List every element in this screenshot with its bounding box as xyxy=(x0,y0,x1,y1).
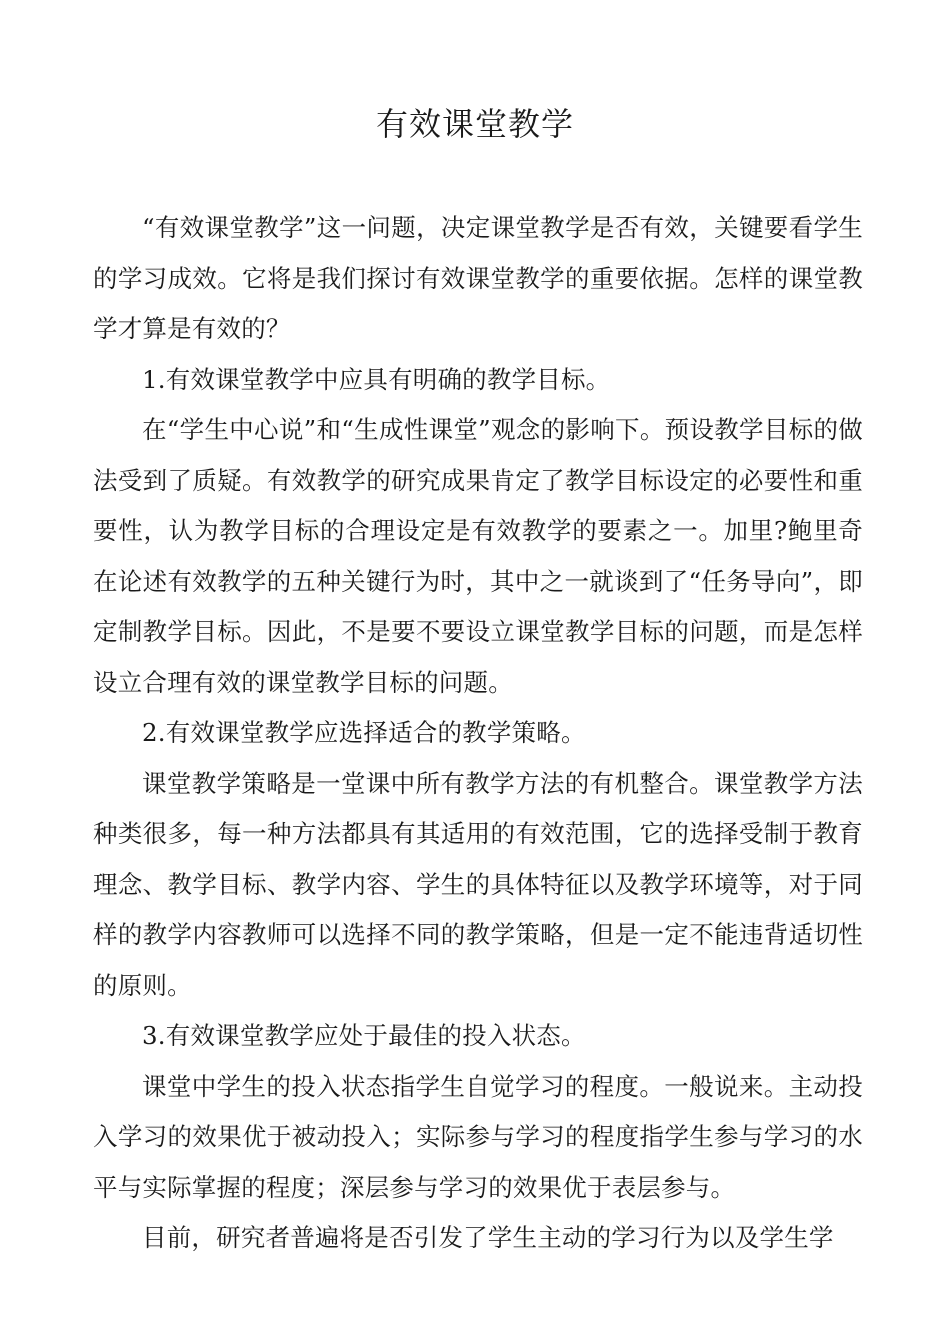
document-body xyxy=(93,203,863,1264)
heading-point-1: 1.有效课堂教学中应具有明确的教学目标。 xyxy=(142,364,611,394)
paragraph-current-research: 目前，研究者普遍将是否引发了学生主动的学习行为以及学生学 xyxy=(142,1223,834,1252)
document-title: 有效课堂教学 xyxy=(375,105,574,143)
paragraph-point-1: 在“学生中心说”和“生成性课堂”观念的影响下。预设教学目标的做法受到了质疑。有效教学的研究成果肯定了教学目标设定的必要性和重要性，认为教学目标的合理设定是有效教学的要素之一。加里?鲍里奇在论述有效教学的五种关键行为时，其中之一就谈到了“任务导向”，即定制教学目标。因此，不是要不要设立课堂教学目标的问题，而是怎样设立合理有效的课堂教学目标的问题。 xyxy=(93,415,863,697)
paragraph-intro: “有效课堂教学”这一问题，决定课堂教学是否有效，关键要看学生的学习成效。它将是我们探讨有效课堂教学的重要依据。怎样的课堂教学才算是有效的？ xyxy=(93,213,863,343)
heading-point-2: 2.有效课堂教学应选择适合的教学策略。 xyxy=(142,718,586,747)
paragraph-point-2: 课堂教学策略是一堂课中所有教学方法的有机整合。课堂教学方法种类很多，每一种方法都具有其适用的有效范围，它的选择受制于教育理念、教学目标、教学内容、学生的具体特征以及教学环境等，对于同样的教学内容教师可以选择不同的教学策略，但是一定不能违背适切性的原则。 xyxy=(93,768,863,1000)
heading-point-3: 3.有效课堂教学应处于最佳的投入状态。 xyxy=(142,1021,586,1050)
paragraph-point-3: 课堂中学生的投入状态指学生自觉学习的程度。一般说来。主动投入学习的效果优于被动投入；实际参与学习的程度指学生参与学习的水平与实际掌握的程度；深层参与学习的效果优于表层参与。 xyxy=(93,1071,863,1202)
